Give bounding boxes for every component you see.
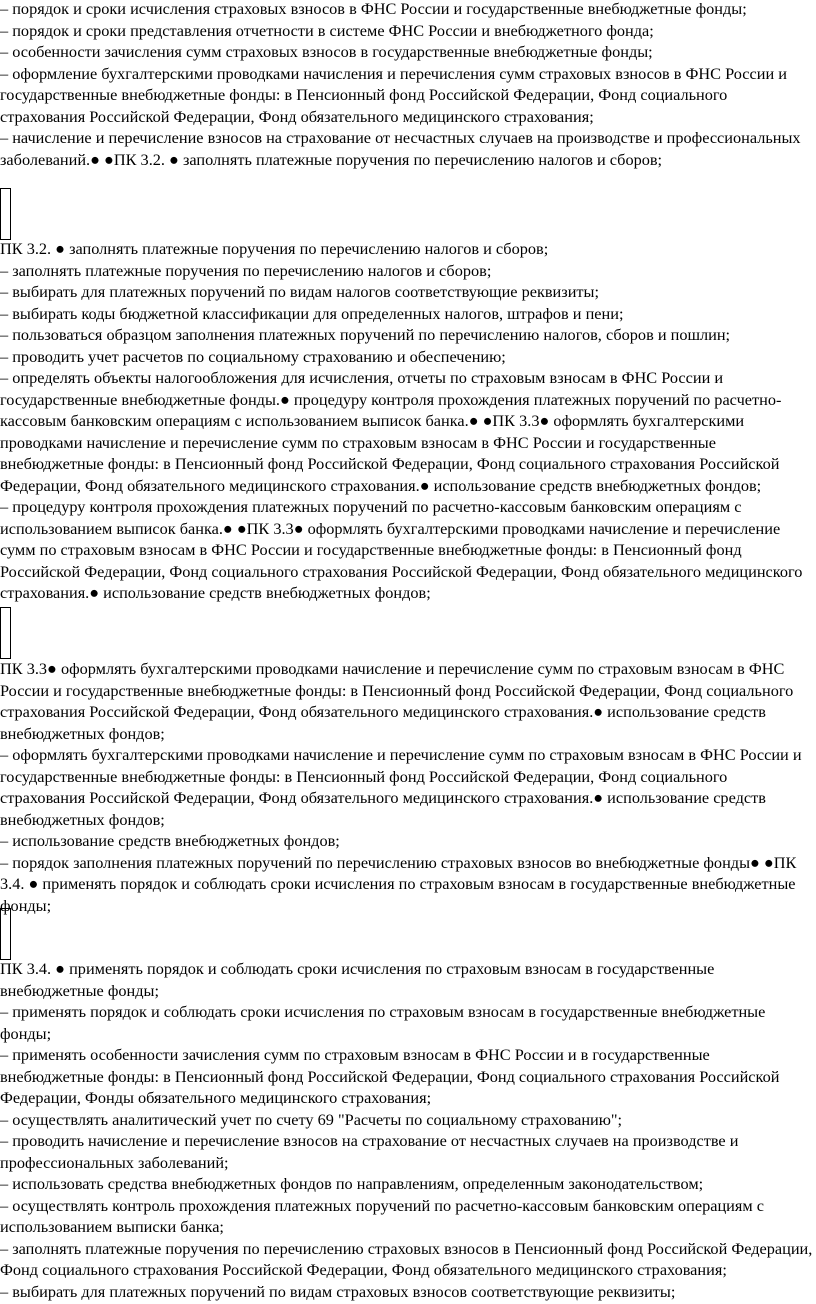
list-item: – проводить начисление и перечисление взносов на страхование от несчастных случаев на производстве и профессиональных заболеваний; — [0, 1131, 739, 1172]
list-item: – пользоваться образцом заполнения платежных поручений по перечислению налогов, сборов и пошлин; — [0, 325, 731, 344]
empty-box-marker — [0, 607, 11, 659]
text-section-4 — [0, 958, 814, 1302]
list-item: – использовать средства внебюджетных фондов по направлениям, определенным законодательством; — [0, 1174, 704, 1193]
text-section-2 — [0, 238, 814, 604]
list-item: – проводить учет расчетов по социальному страхованию и обеспечению; — [0, 346, 506, 366]
section-heading: ПК 3.3● оформлять бухгалтерскими проводками начисление и перечисление сумм по страховым взносам в ФНС России и государственные внебюджетные фонды: в Пенсионный фонд Российской Федерации, Фонд социального страхования Российской Федерации, Фонд обязательного медицинского страхования.● использование средств внебюджетных фондов; — [0, 659, 794, 743]
empty-box-marker — [0, 908, 11, 960]
text-section-1 — [0, 0, 814, 170]
section-heading: ПК 3.2. ● заполнять платежные поручения по перечислению налогов и сборов; — [0, 239, 549, 258]
list-item: – заполнять платежные поручения по перечислению налогов и сборов; — [0, 260, 492, 280]
list-item: – выбирать для платежных поручений по видам налогов соответствующие реквизиты; — [0, 282, 599, 301]
list-item: – порядок заполнения платежных поручений по перечислению страховых взносов во внебюджетные фонды● ●ПК 3.4. ● применять порядок и соблюдать сроки исчисления по страховым взносам в государственные внебюджетные фонды; — [0, 852, 797, 915]
list-item: – особенности зачисления сумм страховых взносов в государственные внебюджетные фонды; — [0, 42, 653, 61]
list-item: – порядок и сроки исчисления страховых взносов в ФНС России и государственные внебюджетные фонды; — [0, 0, 747, 18]
list-item: – осуществлять контроль прохождения платежных поручений по расчетно-кассовым банковским операциям с использованием выписки банка; — [0, 1195, 764, 1236]
list-item: – применять особенности зачисления сумм по страховым взносам в ФНС России и в государственные внебюджетные фонды: в Пенсионный фонд Российской Федерации, Фонд социального страхования Российской Федерации, Фонды обязательного медицинского страхования; — [0, 1045, 780, 1107]
list-item: – начисление и перечисление взносов на страхование от несчастных случаев на производстве и профессиональных заболеваний.● ●ПК 3.2. ● заполнять платежные поручения по перечислению налогов и сборов; — [0, 128, 801, 169]
list-item: – осуществлять аналитический учет по счету 69 "Расчеты по социальному страхованию"; — [0, 1109, 623, 1129]
list-item: – определять объекты налогообложения для исчисления, отчеты по страховым взносам в ФНС России и государственные внебюджетные фонды.● процедуру контроля прохождения платежных поручений по расчетно-кассовым банковским операциям с использованием выписок банка.● ●ПК 3.3● оформлять бухгалтерскими проводками начисление и перечисление сумм по страховым взносам в ФНС России и государственные внебюджетные фонды: в Пенсионный фонд Российской Федерации, Фонд социального страхования Российской Федерации, Фонд обязательного медицинского страхования.● использование средств внебюджетных фондов; — [0, 368, 782, 495]
list-item: – выбирать для платежных поручений по видам страховых взносов соответствующие реквизиты; — [0, 1281, 676, 1301]
list-item: – оформление бухгалтерскими проводками начисления и перечисления сумм страховых взносов в ФНС России и государственные внебюджетные фонды: в Пенсионный фонд Российской Федерации, Фонд социального страхования Российской Федерации, Фонд обязательного медицинского страхования; — [0, 63, 787, 126]
empty-box-marker — [0, 188, 11, 240]
section-heading: ПК 3.4. ● применять порядок и соблюдать сроки исчисления по страховым взносам в государственные внебюджетные фонды; — [0, 959, 715, 1000]
list-item: – применять порядок и соблюдать сроки исчисления по страховым взносам в государственные внебюджетные фонды; — [0, 1002, 766, 1043]
text-section-3 — [0, 658, 814, 916]
list-item: – процедуру контроля прохождения платежных поручений по расчетно-кассовым банковским операциям с использованием выписок банка.● ●ПК 3.3● оформлять бухгалтерскими проводками начисление и перечисление сумм по страховым взносам в ФНС России и государственные внебюджетные фонды: в Пенсионный фонд Российской Федерации, Фонд социального страхования Российской Федерации, Фонд обязательного медицинского страхования.● использование средств внебюджетных фондов; — [0, 497, 803, 602]
list-item: – порядок и сроки представления отчетности в системе ФНС России и внебюджетного фонда; — [0, 20, 654, 40]
list-item: – оформлять бухгалтерскими проводками начисление и перечисление сумм по страховым взносам в ФНС России и государственные внебюджетные фонды: в Пенсионный фонд Российской Федерации, Фонд социального страхования Российской Федерации, Фонд обязательного медицинского страхования.● использование средств внебюджетных фондов; — [0, 745, 802, 829]
list-item: – использование средств внебюджетных фондов; — [0, 831, 340, 850]
list-item: – выбирать коды бюджетной классификации для определенных налогов, штрафов и пени; — [0, 303, 624, 323]
list-item: – заполнять платежные поручения по перечислению страховых взносов в Пенсионный фонд Российской Федерации, Фонд социального страхования Российской Федерации, Фонд обязательного медицинского страхования; — [0, 1238, 813, 1279]
